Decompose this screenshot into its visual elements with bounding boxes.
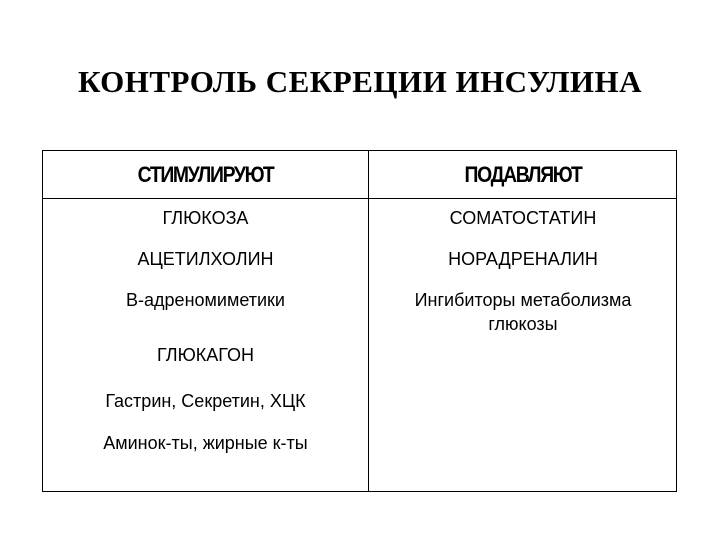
stimulator-item: ГЛЮКОЗА bbox=[162, 208, 249, 228]
stimulators-column bbox=[43, 151, 368, 491]
stimulator-item: АЦЕТИЛХОЛИН bbox=[137, 249, 274, 269]
inhibitor-item: НОРАДРЕНАЛИН bbox=[448, 249, 598, 269]
inhibitor-item: Ингибиторы метаболизма глюкозы bbox=[414, 290, 632, 334]
stimulators-header: СТИМУЛИРУЮТ bbox=[137, 162, 274, 187]
stimulator-item: ГЛЮКАГОН bbox=[157, 345, 254, 365]
inhibitor-item: СОМАТОСТАТИН bbox=[449, 208, 597, 228]
insulin-control-table bbox=[42, 150, 677, 492]
inhibitors-header: ПОДАВЛЯЮТ bbox=[464, 162, 582, 187]
stimulator-item: Гастрин, Секретин, ХЦК bbox=[105, 391, 306, 411]
stimulator-item: Аминок-ты, жирные к-ты bbox=[103, 433, 308, 453]
slide-title: КОНТРОЛЬ СЕКРЕЦИИ ИНСУЛИНА bbox=[77, 64, 643, 99]
inhibitors-column bbox=[369, 151, 677, 491]
stimulator-item: В-адреномиметики bbox=[126, 290, 285, 310]
